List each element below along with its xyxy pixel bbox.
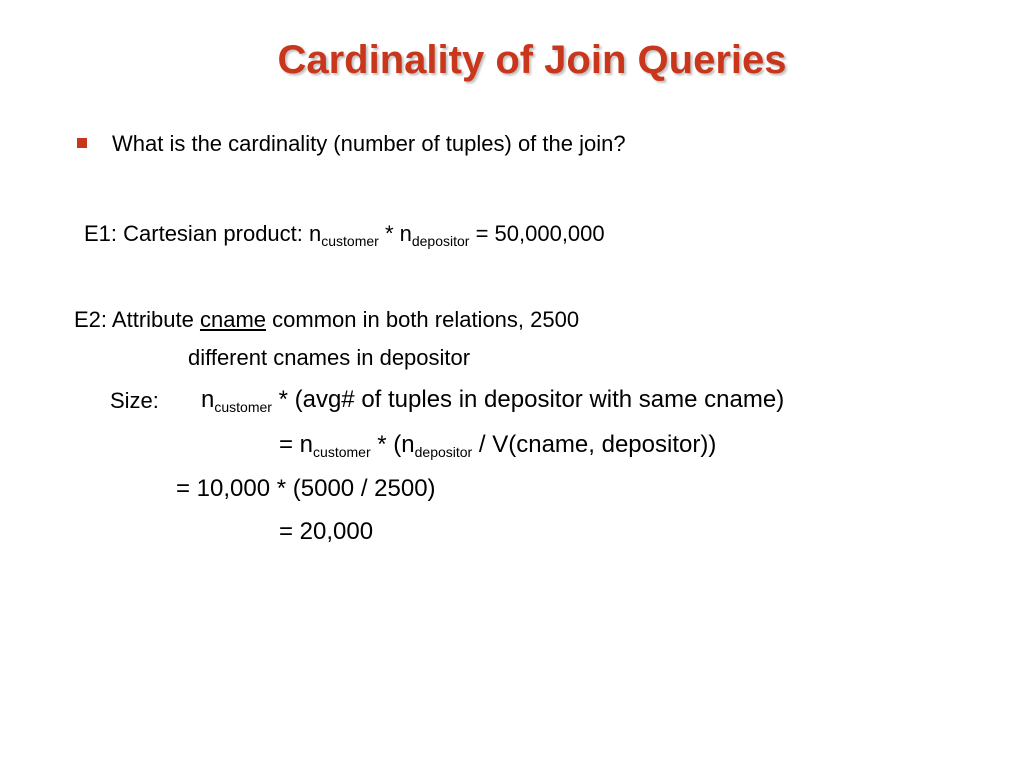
e1-sub-depositor: depositor (411, 233, 470, 249)
eq3-line: = 20,000 (279, 518, 374, 545)
eq1-prefix: = n (279, 431, 314, 458)
size-line (201, 386, 785, 415)
e2-line2: different cnames in depositor (188, 345, 471, 370)
e1-prefix: E1: Cartesian product: n (84, 221, 322, 246)
bullet-text: What is the cardinality (number of tuples) of the join? (112, 131, 626, 156)
eq2-line: = 10,000 * (5000 / 2500) (176, 475, 436, 502)
square-bullet-icon (77, 138, 87, 148)
size-rest: * (avg# of tuples in depositor with same cname) (271, 386, 785, 413)
slide-title: Cardinality of Join Queries (277, 38, 787, 82)
size-sub-customer: customer (214, 399, 272, 415)
e1-sub-customer: customer (321, 233, 379, 249)
size-n: n (201, 386, 215, 413)
e2-prefix: E2: Attribute (74, 307, 200, 332)
e2-suffix: common in both relations, 2500 (266, 307, 580, 332)
e1-line (84, 221, 605, 249)
e2-attribute: cname (199, 307, 267, 332)
e2-line (74, 309, 579, 331)
eq1-suffix: / V(cname, depositor)) (472, 431, 717, 458)
eq1-line (279, 431, 717, 460)
e1-mid: * n (378, 221, 412, 246)
size-label: Size: (110, 388, 159, 413)
eq1-mid: * (n (370, 431, 415, 458)
eq1-sub-depositor: depositor (414, 444, 473, 460)
e1-suffix: = 50,000,000 (469, 221, 605, 246)
eq1-sub-customer: customer (313, 444, 371, 460)
